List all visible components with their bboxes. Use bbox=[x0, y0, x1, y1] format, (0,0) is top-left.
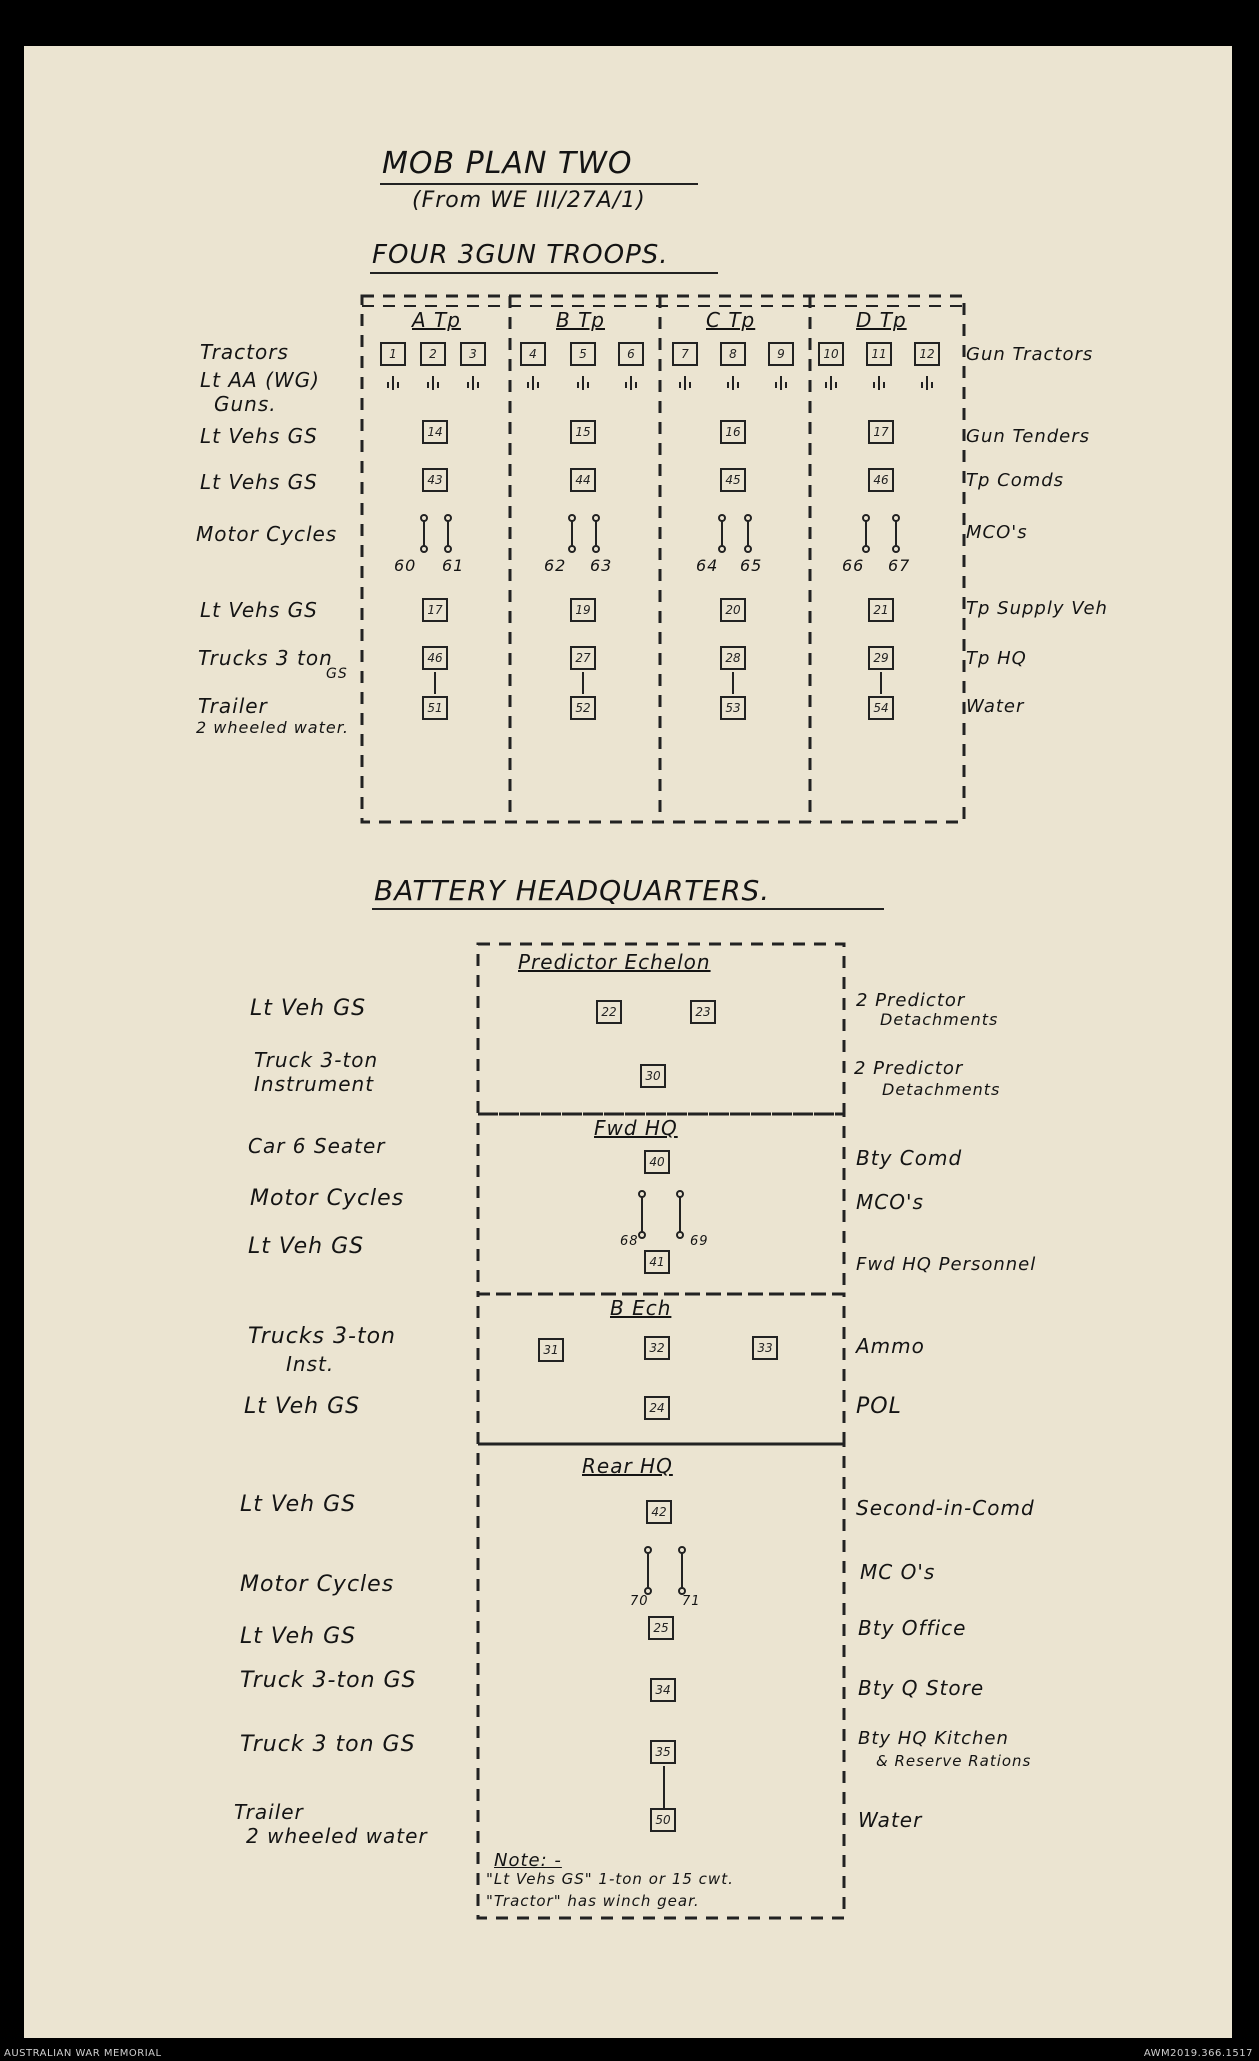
bhq-left-label: Motor Cycles bbox=[250, 1186, 405, 1211]
bhq-left-label: Car 6 Seater bbox=[248, 1134, 386, 1158]
vehicle-box: 21 bbox=[868, 598, 894, 622]
bhq-right-label: Detachments bbox=[880, 1010, 999, 1029]
vehicle-box: 8 bbox=[720, 342, 746, 366]
label-tractors: Tractors bbox=[200, 340, 289, 364]
vehicle-box: 15 bbox=[570, 420, 596, 444]
motorcycle-number: 67 bbox=[888, 556, 911, 575]
motorcycle-number: 68 bbox=[620, 1234, 639, 1249]
vehicle-box: 3 bbox=[460, 342, 486, 366]
motorcycle-number: 60 bbox=[394, 556, 417, 575]
vehicle-box: 33 bbox=[752, 1336, 778, 1360]
bhq-left-label: Lt Veh GS bbox=[248, 1234, 365, 1259]
vehicle-box: 12 bbox=[914, 342, 940, 366]
page-title: MOB PLAN TWO bbox=[382, 146, 633, 181]
vehicle-box: 46 bbox=[422, 646, 448, 670]
bhq-left-label: Lt Veh GS bbox=[244, 1394, 361, 1419]
vehicle-box: 32 bbox=[644, 1336, 670, 1360]
motorcycle-number: 71 bbox=[682, 1594, 701, 1609]
troop-b-header: B Tp bbox=[556, 308, 605, 332]
vehicle-box: 46 bbox=[868, 468, 894, 492]
bhq-right-label: 2 Predictor bbox=[856, 990, 966, 1011]
note-line: "Tractor" has winch gear. bbox=[486, 1892, 700, 1910]
bhq-left-label: Trucks 3-ton bbox=[248, 1324, 396, 1349]
vehicle-box: 27 bbox=[570, 646, 596, 670]
vehicle-box: 20 bbox=[720, 598, 746, 622]
vehicle-box: 23 bbox=[690, 1000, 716, 1024]
vehicle-box: 17 bbox=[868, 420, 894, 444]
motorcycle-number: 65 bbox=[740, 556, 763, 575]
section2-underline bbox=[372, 908, 884, 910]
bhq-left-label: Truck 3-ton bbox=[254, 1048, 379, 1072]
troop-d-header: D Tp bbox=[856, 308, 907, 332]
vehicle-box: 53 bbox=[720, 696, 746, 720]
bhq-left-label: Truck 3 ton GS bbox=[240, 1732, 416, 1757]
motorcycle-number: 62 bbox=[544, 556, 567, 575]
vehicle-box: 54 bbox=[868, 696, 894, 720]
bhq-left-label: 2 wheeled water bbox=[246, 1824, 428, 1848]
label-2-wheeled-water: 2 wheeled water. bbox=[196, 718, 349, 737]
note-line: "Lt Vehs GS" 1-ton or 15 cwt. bbox=[486, 1870, 734, 1888]
bhq-right-label: MC O's bbox=[860, 1560, 936, 1584]
bhq-left-label: Lt Veh GS bbox=[240, 1492, 357, 1517]
motorcycle-number: 63 bbox=[590, 556, 613, 575]
rear-hq-title: Rear HQ bbox=[582, 1454, 673, 1478]
vehicle-box: 6 bbox=[618, 342, 644, 366]
bhq-right-label: Bty Q Store bbox=[858, 1676, 985, 1700]
troop-c-header: C Tp bbox=[706, 308, 756, 332]
bhq-right-label: Detachments bbox=[882, 1080, 1001, 1099]
vehicle-box: 7 bbox=[672, 342, 698, 366]
bhq-right-label: Bty HQ Kitchen bbox=[858, 1728, 1009, 1749]
vehicle-box: 42 bbox=[646, 1500, 672, 1524]
label-lt-aa: Lt AA (WG) bbox=[200, 368, 320, 392]
label-tp-comds: Tp Comds bbox=[966, 470, 1065, 491]
bhq-right-label: POL bbox=[856, 1394, 902, 1419]
vehicle-box: 25 bbox=[648, 1616, 674, 1640]
motorcycle-number: 69 bbox=[690, 1234, 709, 1249]
label-gun-tenders: Gun Tenders bbox=[966, 426, 1091, 447]
section-title-bhq: BATTERY HEADQUARTERS. bbox=[374, 874, 771, 907]
gun-icon bbox=[388, 376, 932, 390]
bhq-left-label: Inst. bbox=[286, 1352, 335, 1376]
vehicle-box: 52 bbox=[570, 696, 596, 720]
bhq-right-label: Ammo bbox=[856, 1334, 925, 1358]
predictor-echelon-title: Predictor Echelon bbox=[518, 950, 711, 974]
bhq-left-label: Trailer bbox=[234, 1800, 304, 1824]
label-lt-vehs-gs-2: Lt Vehs GS bbox=[200, 470, 318, 494]
motorcycle-icon bbox=[421, 515, 899, 1594]
bhq-right-label: Bty Office bbox=[858, 1616, 967, 1640]
bhq-left-label: Motor Cycles bbox=[240, 1572, 395, 1597]
bhq-right-label: MCO's bbox=[856, 1190, 924, 1214]
troop-a-header: A Tp bbox=[412, 308, 461, 332]
vehicle-box: 1 bbox=[380, 342, 406, 366]
vehicle-box: 19 bbox=[570, 598, 596, 622]
note-heading: Note: - bbox=[494, 1850, 562, 1871]
label-trailer: Trailer bbox=[198, 694, 268, 718]
bhq-left-label: Lt Veh GS bbox=[250, 996, 367, 1021]
vehicle-box: 45 bbox=[720, 468, 746, 492]
label-lt-vehs-gs-1: Lt Vehs GS bbox=[200, 424, 318, 448]
label-trucks-3-ton: Trucks 3 ton bbox=[198, 646, 333, 670]
vehicle-box: 29 bbox=[868, 646, 894, 670]
vehicle-box: 41 bbox=[644, 1250, 670, 1274]
page-subtitle: (From WE III/27A/1) bbox=[412, 188, 646, 213]
vehicle-box: 16 bbox=[720, 420, 746, 444]
vehicle-box: 2 bbox=[420, 342, 446, 366]
vehicle-box: 30 bbox=[640, 1064, 666, 1088]
vehicle-box: 14 bbox=[422, 420, 448, 444]
vehicle-box: 24 bbox=[644, 1396, 670, 1420]
vehicle-box: 11 bbox=[866, 342, 892, 366]
vehicle-box: 4 bbox=[520, 342, 546, 366]
label-motor-cycles: Motor Cycles bbox=[196, 522, 338, 546]
bhq-right-label: Bty Comd bbox=[856, 1146, 963, 1170]
b-ech-title: B Ech bbox=[610, 1296, 672, 1320]
vehicle-box: 22 bbox=[596, 1000, 622, 1024]
bhq-left-label: Lt Veh GS bbox=[240, 1624, 357, 1649]
bhq-right-label: & Reserve Rations bbox=[876, 1752, 1032, 1770]
section-title-troops: FOUR 3GUN TROOPS. bbox=[372, 240, 669, 270]
label-gs: GS bbox=[326, 666, 348, 682]
vehicle-box: 51 bbox=[422, 696, 448, 720]
vehicle-box: 34 bbox=[650, 1678, 676, 1702]
label-tp-supply-veh: Tp Supply Veh bbox=[966, 598, 1108, 619]
bhq-left-label: Truck 3-ton GS bbox=[240, 1668, 417, 1693]
footer-credit: AUSTRALIAN WAR MEMORIAL bbox=[4, 2048, 162, 2059]
label-tp-hq: Tp HQ bbox=[966, 648, 1027, 669]
vehicle-box: 5 bbox=[570, 342, 596, 366]
label-lt-vehs-gs-3: Lt Vehs GS bbox=[200, 598, 318, 622]
label-guns: Guns. bbox=[214, 392, 277, 416]
motorcycle-number: 70 bbox=[630, 1594, 649, 1609]
vehicle-box: 31 bbox=[538, 1338, 564, 1362]
label-water-troops: Water bbox=[966, 696, 1025, 717]
footer-accession-number: AWM2019.366.1517 bbox=[1143, 2048, 1253, 2059]
label-mcos: MCO's bbox=[966, 522, 1028, 543]
fwd-hq-title: Fwd HQ bbox=[594, 1116, 678, 1140]
motorcycle-number: 64 bbox=[696, 556, 719, 575]
motorcycle-number: 61 bbox=[442, 556, 465, 575]
bhq-right-label: Second-in-Comd bbox=[856, 1496, 1035, 1520]
vehicle-box: 10 bbox=[818, 342, 844, 366]
label-gun-tractors: Gun Tractors bbox=[966, 344, 1094, 365]
vehicle-box: 28 bbox=[720, 646, 746, 670]
bhq-left-label: Instrument bbox=[254, 1072, 375, 1096]
motorcycle-number: 66 bbox=[842, 556, 865, 575]
vehicle-box: 9 bbox=[768, 342, 794, 366]
vehicle-box: 35 bbox=[650, 1740, 676, 1764]
bhq-right-label: Fwd HQ Personnel bbox=[856, 1254, 1037, 1275]
vehicle-box: 50 bbox=[650, 1808, 676, 1832]
vehicle-box: 44 bbox=[570, 468, 596, 492]
bhq-right-label: Water bbox=[858, 1808, 923, 1832]
vehicle-box: 43 bbox=[422, 468, 448, 492]
vehicle-box: 40 bbox=[644, 1150, 670, 1174]
vehicle-box: 17 bbox=[422, 598, 448, 622]
bhq-right-label: 2 Predictor bbox=[854, 1058, 964, 1079]
